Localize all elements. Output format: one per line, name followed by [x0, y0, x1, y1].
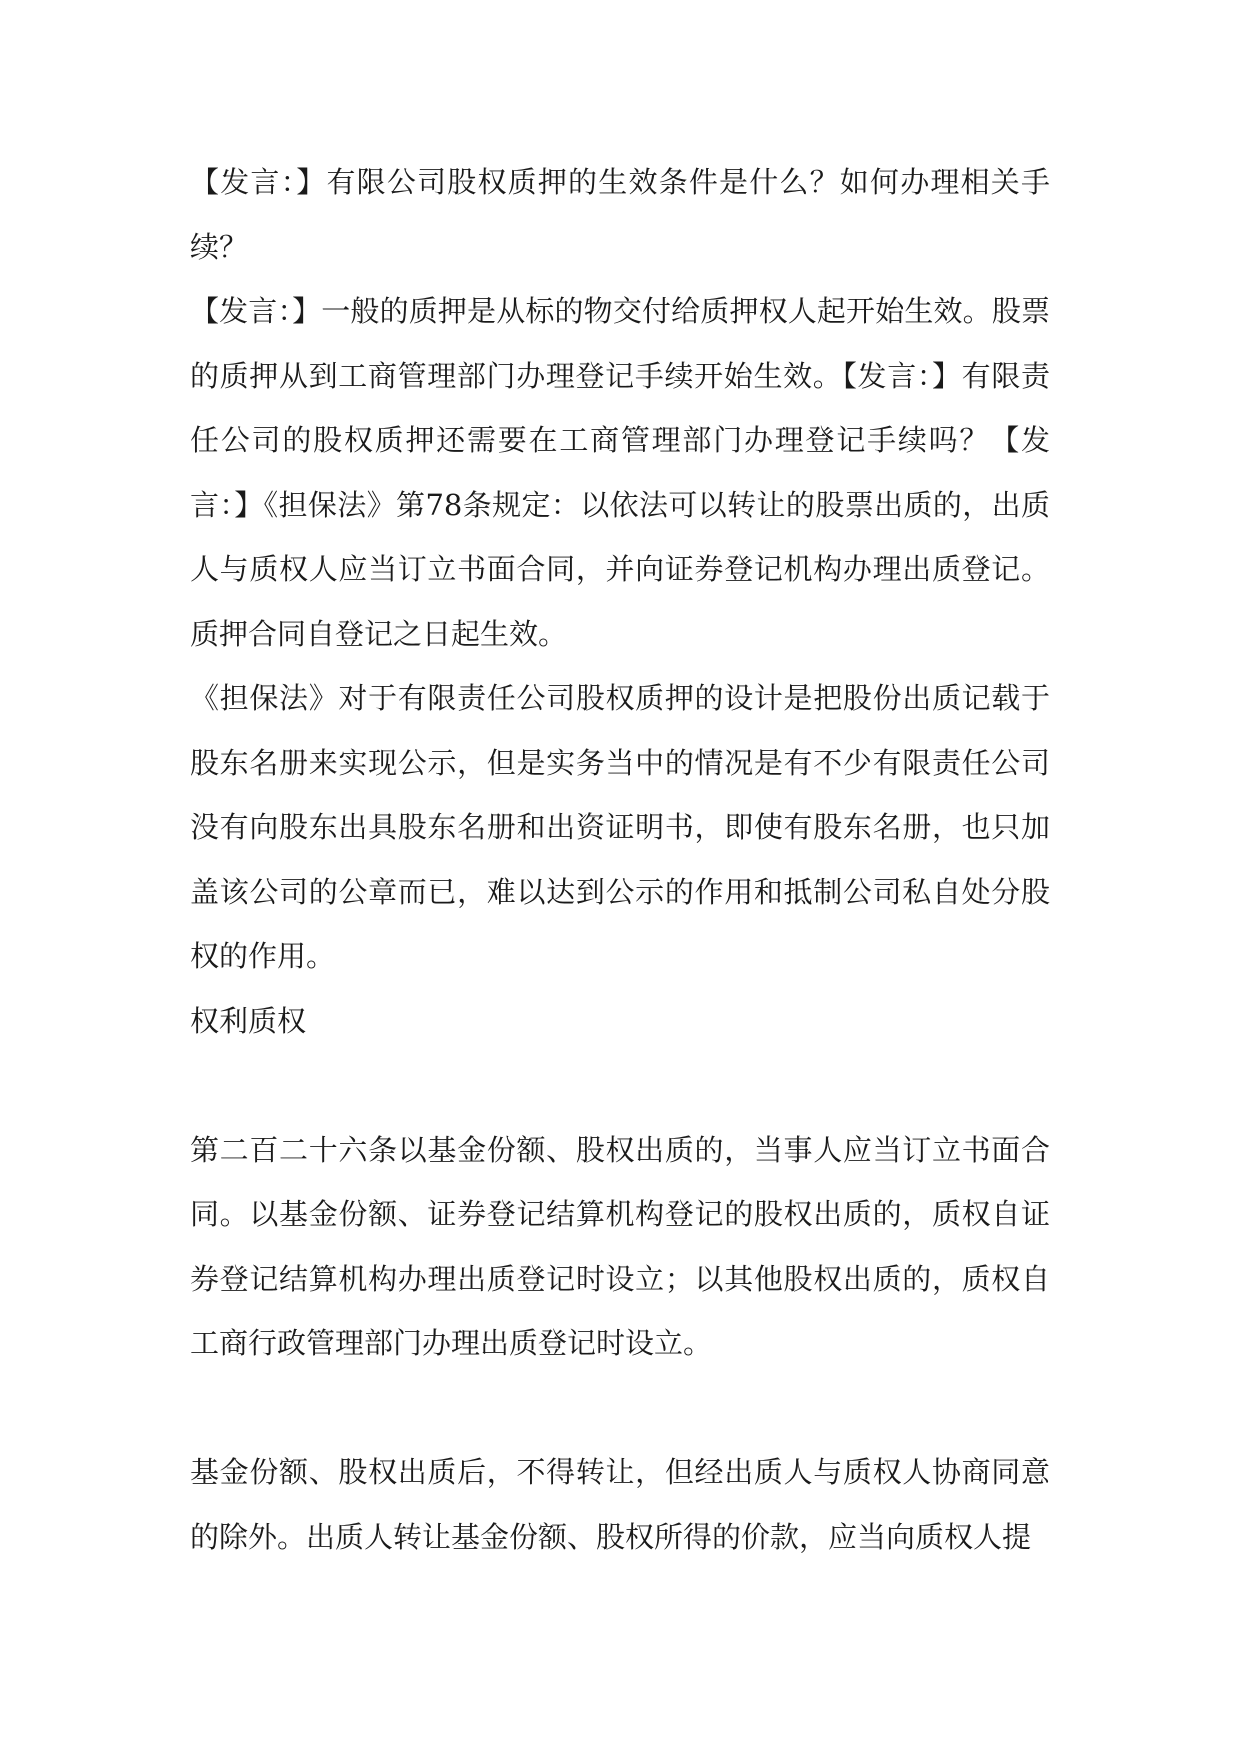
- paragraph-transfer: 基金份额、股权出质后，不得转让，但经出质人与质权人协商同意的除外。出质人转让基金份额、股权所得的价款，应当向质权人提: [190, 1455, 1050, 1554]
- section-heading: 权利质权: [190, 1003, 307, 1038]
- paragraph-answer: 【发言：】一般的质押是从标的物交付给质押权人起开始生效。股票的质押从到工商管理部门办理登记手续开始生效。【发言：】有限责任公司的股权质押还需要在工商管理部门办理登记手续吗？【发言：】《担保法》第78条规定：以依法可以转让的股票出质的，出质人与质权人应当订立书面合同，并向证券登记机构办理出质登记。质押合同自登记之日起生效。: [190, 294, 1050, 651]
- paragraph-article-226: 第二百二十六条以基金份额、股权出质的，当事人应当订立书面合同。以基金份额、证券登记结算机构登记的股权出质的，质权自证券登记结算机构办理出质登记时设立；以其他股权出质的，质权自工商行政管理部门办理出质登记时设立。: [190, 1132, 1050, 1360]
- blank-line: [190, 1376, 1050, 1441]
- blank-line: [190, 1053, 1050, 1118]
- paragraph-question: 【发言：】有限公司股权质押的生效条件是什么？如何办理相关手续？: [190, 165, 1050, 264]
- paragraph-guarantee-law: 《担保法》对于有限责任公司股权质押的设计是把股份出质记载于股东名册来实现公示，但是实务当中的情况是有不少有限责任公司没有向股东出具股东名册和出资证明书，即使有股东名册，也只加盖该公司的公章而已，难以达到公示的作用和抵制公司私自处分股权的作用。: [190, 681, 1050, 973]
- document-page: [190, 150, 1050, 1569]
